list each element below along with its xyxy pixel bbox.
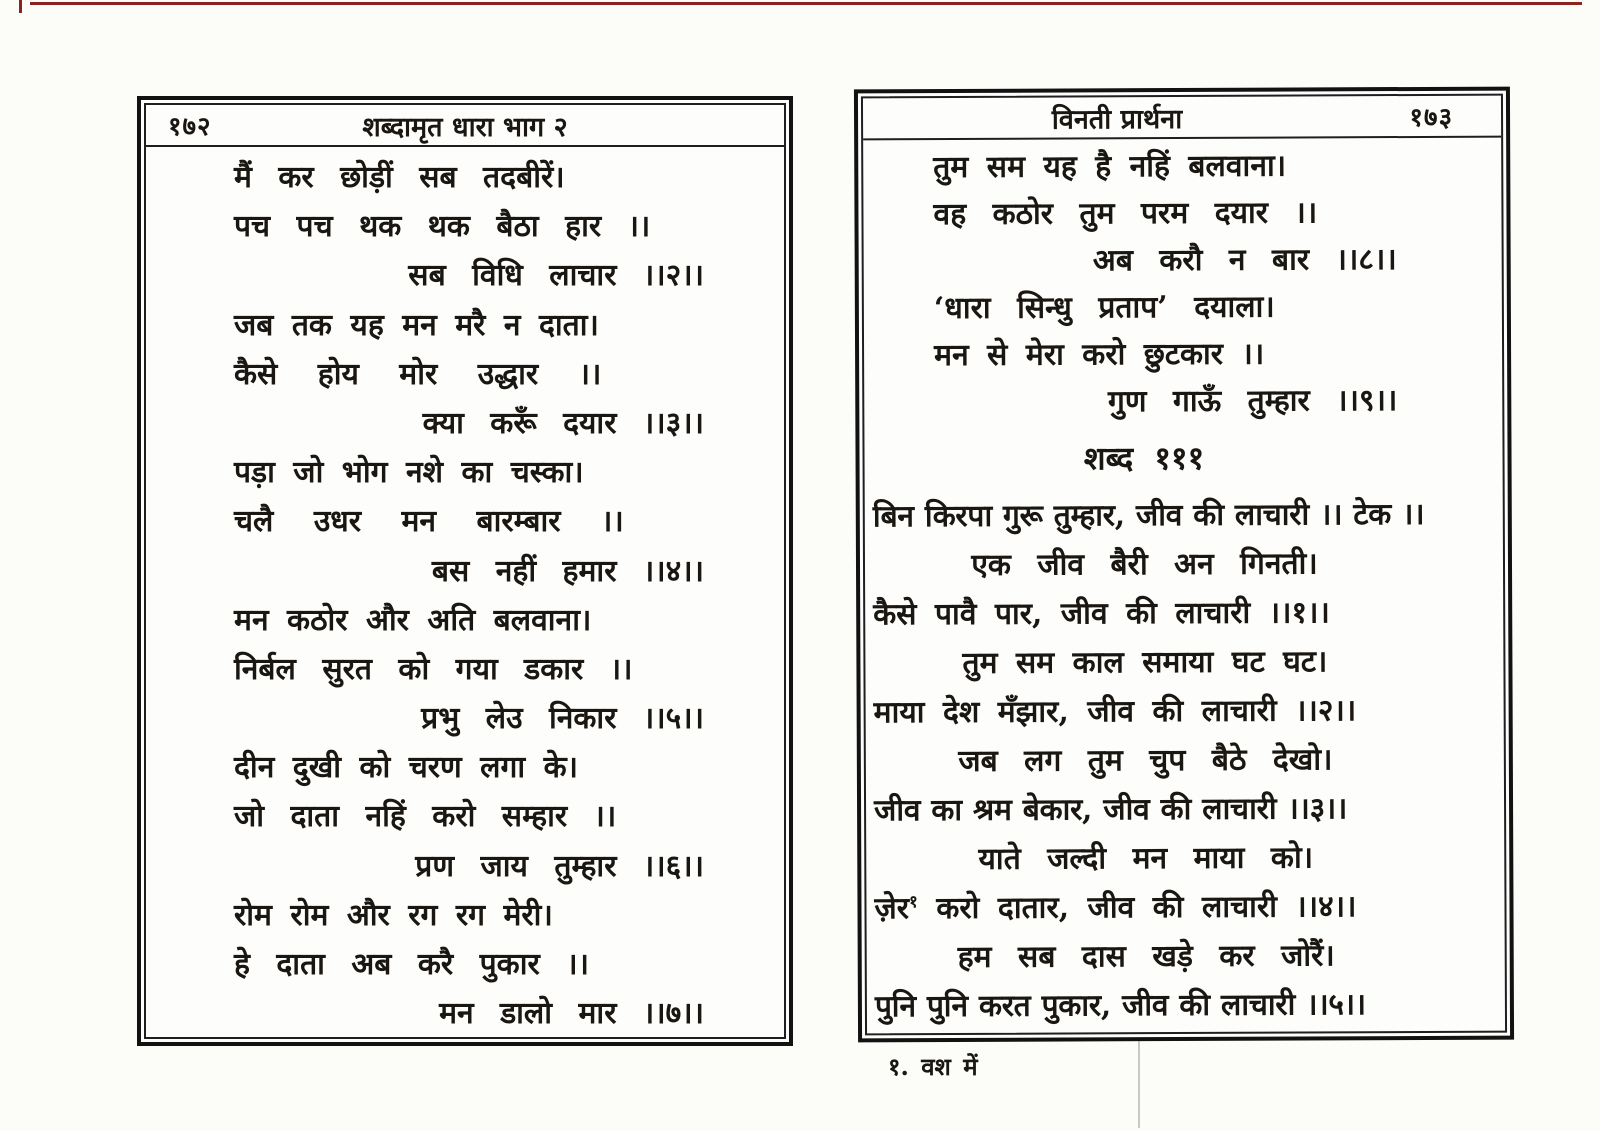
refrain-line: क्या करूँ दयार ।।३।। [422,405,704,441]
song-line: माया देश मँझार, जीव की लाचारी ।।२।। [873,693,1357,731]
song-line: एक जीव बैरी अन गिनती। [971,546,1318,583]
verse-line: पड़ा जो भोग नशे का चस्का। [234,455,584,491]
left-page-header [146,105,784,147]
footnote [888,1050,978,1083]
scan-edge-mark [30,2,1582,5]
verse-line: निर्बल सुरत को गया डकार ।। [234,651,633,687]
footnote-marker: १ [908,892,918,913]
verse-line: हे दाता अब करै पुकार ।। [234,947,589,982]
running-title-left: शब्दामृत धारा भाग २ [362,111,568,143]
left-page-inner-border [144,103,786,1039]
running-title-right: विनती प्रार्थना [1051,103,1183,136]
refrain-line: मन डालो मार ।।७।। [439,996,704,1032]
right-page [854,87,1514,1043]
song-line: याते जल्दी मन माया को। [978,840,1314,877]
refrain-line: प्रण जाय तुम्हार ।।६।। [415,848,704,884]
song-line: कैसे पावै पार, जीव की लाचारी ।।१।। [873,595,1330,633]
left-page-body [146,147,784,1038]
song-line: हम सब दास खड़े कर जोरैं। [957,938,1335,975]
verse-line: मैं कर छोड़ीं सब तदबीरें। [234,160,565,195]
verse-line: पच पच थक थक बैठा हार ।। [234,209,651,245]
song-line-with-footnote-ref [874,882,1417,933]
page-number-left: १७२ [168,112,212,142]
verse-line: दीन दुखी को चरण लगा के। [234,750,579,786]
refrain-line: सब विधि लाचार ।।२।। [408,258,704,294]
song-line: जब लग तुम चुप बैठे देखो। [958,742,1333,779]
footnote-text: १. वश में [888,1052,978,1081]
scan-edge-tick [19,0,22,13]
song-word-rest: करो दातार, जीव की लाचारी ।।४।। [917,889,1357,927]
song-line: तुम सम काल समाया घट घट। [962,644,1328,681]
left-page [137,96,793,1046]
section-heading: शब्द १११ [1083,438,1205,478]
verse-line: चलै उधर मन बारम्बार ।। [234,504,624,540]
right-page-inner-border [861,94,1507,1036]
song-line: जीव का श्रम बेकार, जीव की लाचारी ।।३।। [873,791,1348,829]
verse-line: वह कठोर तुम परम दयार ।। [933,195,1318,233]
song-refrain-tek-line: बिन किरपा गुरू तुम्हार, जीव की लाचारी ।। टेक ।। [872,496,1425,535]
verse-line: जब तक यह मन मरै न दाता। [234,307,599,343]
song-word: ज़ेर [874,891,910,927]
verse-line: कैसे होय मोर उद्धार ।। [234,356,602,392]
verse-line: रोम रोम और रग रग मेरी। [234,897,553,933]
song-line: पुनि पुनि करत पुकार, जीव की लाचारी ।।५।। [874,987,1366,1025]
verse-line: ‘धारा सिन्धु प्रताप’ दयाला। [933,289,1275,327]
verse-line: मन कठोर और अति बलवाना। [234,602,592,638]
right-page-body [863,138,1505,1032]
verse-line: मन से मेरा करो छुटकार ।। [934,336,1265,374]
refrain-line: प्रभु लेउ निकार ।।५।। [421,701,704,737]
verse-line: जो दाता नहिं करो सम्हार ।। [234,799,617,835]
page-number-right: १७३ [1409,102,1454,134]
verse-line: तुम सम यह है नहिं बलवाना। [933,148,1287,186]
right-page-header [863,96,1501,141]
refrain-line: बस नहीं हमार ।।४।। [431,553,704,589]
refrain-line: अब करौ न बार ।।८।। [1092,242,1397,279]
refrain-line: गुण गाऊँ तुम्हार ।।९।। [1107,383,1398,420]
